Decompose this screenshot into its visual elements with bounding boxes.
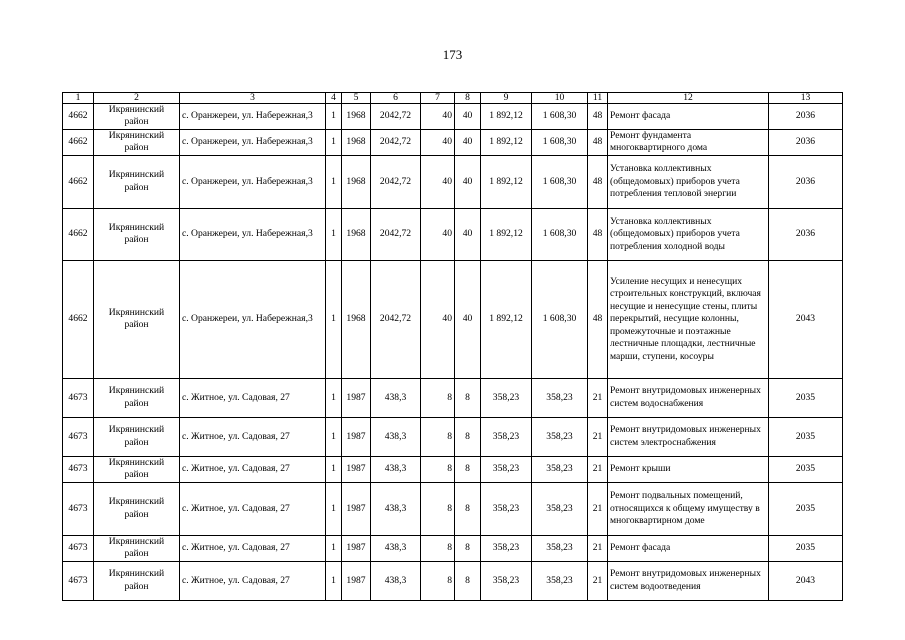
cell-col8: 40 [455,129,481,155]
cell-col7: 8 [421,482,455,535]
cell-area-total: 438,3 [371,417,421,456]
cell-col9: 1 892,12 [481,208,532,260]
cell-col11: 21 [588,417,608,456]
cell-col10: 358,23 [532,535,588,561]
cell-plan-year: 2036 [769,155,843,208]
cell-address: с. Оранжереи, ул. Набережная,3 [180,129,326,155]
table-row [63,208,843,260]
cell-col7: 40 [421,208,455,260]
cell-district: Икрянинский район [94,378,180,417]
cell-house-id: 4673 [63,417,94,456]
cell-col7: 40 [421,155,455,208]
cell-plan-year: 2036 [769,104,843,130]
cell-col9: 358,23 [481,456,532,482]
cell-col4: 1 [326,535,342,561]
cell-col7: 40 [421,104,455,130]
cell-year: 1968 [342,129,371,155]
cell-col10: 1 608,30 [532,260,588,378]
cell-col8: 8 [455,417,481,456]
cell-district: Икрянинский район [94,208,180,260]
cell-district: Икрянинский район [94,155,180,208]
cell-area-total: 2042,72 [371,208,421,260]
cell-year: 1987 [342,561,371,600]
cell-address: с. Оранжереи, ул. Набережная,3 [180,260,326,378]
cell-address: с. Житное, ул. Садовая, 27 [180,561,326,600]
cell-col4: 1 [326,417,342,456]
cell-col10: 358,23 [532,482,588,535]
cell-plan-year: 2035 [769,378,843,417]
cell-work-type: Ремонт подвальных помещений, относящихся к общему имуществу в многоквартирном доме [608,482,769,535]
cell-col4: 1 [326,482,342,535]
column-number: 5 [342,93,371,104]
cell-district: Икрянинский район [94,561,180,600]
cell-col11: 21 [588,456,608,482]
page-number: 173 [442,47,463,62]
cell-col11: 48 [588,129,608,155]
cell-col11: 48 [588,155,608,208]
table-row [63,129,843,155]
cell-col4: 1 [326,155,342,208]
column-number: 7 [421,93,455,104]
cell-plan-year: 2035 [769,417,843,456]
cell-district: Икрянинский район [94,535,180,561]
cell-col9: 1 892,12 [481,155,532,208]
cell-plan-year: 2035 [769,456,843,482]
cell-house-id: 4673 [63,482,94,535]
cell-address: с. Житное, ул. Садовая, 27 [180,456,326,482]
column-number: 2 [94,93,180,104]
table-row [63,260,843,378]
column-number: 13 [769,93,843,104]
cell-col4: 1 [326,456,342,482]
cell-col10: 358,23 [532,378,588,417]
cell-col7: 8 [421,535,455,561]
cell-col11: 21 [588,378,608,417]
cell-col4: 1 [326,208,342,260]
cell-col10: 1 608,30 [532,208,588,260]
cell-col7: 8 [421,378,455,417]
cell-house-id: 4662 [63,260,94,378]
cell-col7: 8 [421,456,455,482]
cell-area-total: 2042,72 [371,260,421,378]
cell-col10: 358,23 [532,417,588,456]
cell-area-total: 438,3 [371,456,421,482]
table-row [63,104,843,130]
cell-address: с. Оранжереи, ул. Набережная,3 [180,104,326,130]
cell-col8: 40 [455,208,481,260]
column-number: 8 [455,93,481,104]
column-number: 11 [588,93,608,104]
cell-work-type: Ремонт внутридомовых инженерных систем электроснабжения [608,417,769,456]
column-number: 9 [481,93,532,104]
cell-col7: 40 [421,260,455,378]
table-row [63,482,843,535]
cell-address: с. Житное, ул. Садовая, 27 [180,535,326,561]
table-row [63,456,843,482]
cell-col8: 8 [455,535,481,561]
cell-plan-year: 2043 [769,561,843,600]
cell-col9: 358,23 [481,535,532,561]
cell-col10: 1 608,30 [532,155,588,208]
cell-address: с. Оранжереи, ул. Набережная,3 [180,208,326,260]
cell-col8: 40 [455,104,481,130]
cell-district: Икрянинский район [94,417,180,456]
cell-work-type: Ремонт крыши [608,456,769,482]
cell-col4: 1 [326,561,342,600]
cell-district: Икрянинский район [94,456,180,482]
cell-work-type: Усиление несущих и ненесущих строительных конструкций, включая несущие и ненесущие стены, плиты перекрытий, несущие колонны, промежуточные и поэтажные лестничные площадки, лестничные марши, ступени, косоуры [608,260,769,378]
cell-year: 1968 [342,104,371,130]
cell-area-total: 438,3 [371,378,421,417]
column-number: 12 [608,93,769,104]
cell-year: 1987 [342,456,371,482]
cell-col11: 48 [588,260,608,378]
cell-col4: 1 [326,129,342,155]
cell-work-type: Установка коллективных (общедомовых) приборов учета потребления тепловой энергии [608,155,769,208]
cell-area-total: 438,3 [371,561,421,600]
cell-address: с. Житное, ул. Садовая, 27 [180,378,326,417]
cell-area-total: 438,3 [371,482,421,535]
column-number: 10 [532,93,588,104]
cell-col9: 358,23 [481,417,532,456]
cell-house-id: 4662 [63,155,94,208]
cell-col11: 21 [588,482,608,535]
table-row [63,561,843,600]
cell-col7: 8 [421,417,455,456]
cell-house-id: 4662 [63,129,94,155]
cell-year: 1987 [342,417,371,456]
cell-col10: 358,23 [532,456,588,482]
cell-address: с. Житное, ул. Садовая, 27 [180,482,326,535]
column-number-row [63,93,843,104]
cell-work-type: Ремонт внутридомовых инженерных систем водоотведения [608,561,769,600]
cell-plan-year: 2035 [769,482,843,535]
cell-col9: 1 892,12 [481,260,532,378]
cell-year: 1987 [342,378,371,417]
table-row [63,535,843,561]
cell-work-type: Ремонт фасада [608,104,769,130]
cell-area-total: 438,3 [371,535,421,561]
cell-area-total: 2042,72 [371,104,421,130]
cell-col8: 8 [455,378,481,417]
cell-year: 1968 [342,260,371,378]
capital-repair-table [62,92,843,601]
cell-col9: 358,23 [481,378,532,417]
cell-year: 1987 [342,535,371,561]
cell-house-id: 4673 [63,378,94,417]
cell-col8: 40 [455,260,481,378]
cell-col10: 1 608,30 [532,129,588,155]
cell-col4: 1 [326,260,342,378]
column-number: 4 [326,93,342,104]
cell-work-type: Установка коллективных (общедомовых) приборов учета потребления холодной воды [608,208,769,260]
cell-work-type: Ремонт фундамента многоквартирного дома [608,129,769,155]
column-number: 6 [371,93,421,104]
cell-year: 1987 [342,482,371,535]
cell-plan-year: 2036 [769,129,843,155]
cell-work-type: Ремонт внутридомовых инженерных систем водоснабжения [608,378,769,417]
cell-district: Икрянинский район [94,260,180,378]
cell-col10: 1 608,30 [532,104,588,130]
cell-col9: 1 892,12 [481,129,532,155]
cell-year: 1968 [342,208,371,260]
cell-address: с. Оранжереи, ул. Набережная,3 [180,155,326,208]
cell-plan-year: 2036 [769,208,843,260]
cell-area-total: 2042,72 [371,155,421,208]
cell-district: Икрянинский район [94,104,180,130]
cell-house-id: 4673 [63,561,94,600]
cell-col11: 48 [588,104,608,130]
column-number: 1 [63,93,94,104]
cell-house-id: 4673 [63,456,94,482]
cell-house-id: 4662 [63,208,94,260]
table-row [63,378,843,417]
cell-col4: 1 [326,378,342,417]
cell-col11: 21 [588,535,608,561]
cell-col7: 40 [421,129,455,155]
table-row [63,417,843,456]
cell-col8: 8 [455,482,481,535]
cell-area-total: 2042,72 [371,129,421,155]
cell-district: Икрянинский район [94,482,180,535]
cell-district: Икрянинский район [94,129,180,155]
cell-house-id: 4673 [63,535,94,561]
cell-col8: 8 [455,456,481,482]
cell-col9: 358,23 [481,561,532,600]
cell-col10: 358,23 [532,561,588,600]
cell-plan-year: 2035 [769,535,843,561]
cell-col4: 1 [326,104,342,130]
cell-col7: 8 [421,561,455,600]
table-row [63,155,843,208]
cell-house-id: 4662 [63,104,94,130]
cell-year: 1968 [342,155,371,208]
cell-plan-year: 2043 [769,260,843,378]
cell-work-type: Ремонт фасада [608,535,769,561]
cell-col8: 40 [455,155,481,208]
cell-col8: 8 [455,561,481,600]
cell-col9: 1 892,12 [481,104,532,130]
cell-address: с. Житное, ул. Садовая, 27 [180,417,326,456]
cell-col9: 358,23 [481,482,532,535]
column-number: 3 [180,93,326,104]
cell-col11: 48 [588,208,608,260]
table-body [63,93,843,601]
cell-col11: 21 [588,561,608,600]
